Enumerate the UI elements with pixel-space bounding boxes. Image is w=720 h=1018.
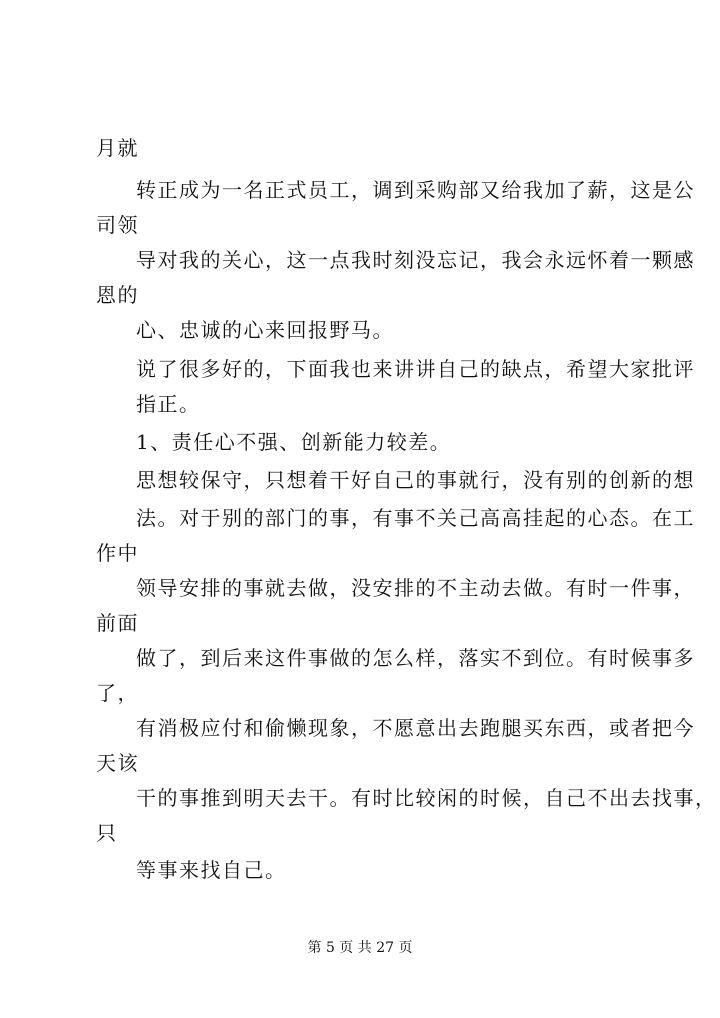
text-line: 领导安排的事就去做，没安排的不主动去做。有时一件事， [136,576,695,600]
text-line: 指正。 [136,392,201,416]
text-line: 前面 [96,611,139,635]
text-line: 法。对于别的部门的事，有事不关己高高挂起的心态。在工 [136,506,695,530]
text-line: 只 [96,821,118,845]
text-line: 月就 [96,136,139,160]
page-number-footer: 第 5 页 共 27 页 [307,940,413,956]
text-line: 思想较保守，只想着干好自己的事就行，没有别的创新的想 [136,468,695,492]
text-line: 司领 [96,213,139,237]
text-line: 等事来找自己。 [136,858,287,882]
text-line: 有消极应付和偷懒现象，不愿意出去跑腿买东西，或者把今 [136,716,695,740]
text-line: 导对我的关心，这一点我时刻没忘记，我会永远怀着一颗感 [136,248,695,272]
text-line: 1、责任心不强、创新能力较差。 [136,430,452,454]
text-line: 干的事推到明天去干。有时比较闲的时候，自己不出去找事， [136,786,717,810]
text-line: 天该 [96,751,139,775]
text-line: 做了，到后来这件事做的怎么样，落实不到位。有时候事多 [136,646,695,670]
text-line: 心、忠诚的心来回报野马。 [136,318,394,342]
text-line: 作中 [96,541,139,565]
text-line: 恩的 [96,283,139,307]
text-line: 转正成为一名正式员工，调到采购部又给我加了薪，这是公 [136,178,695,202]
text-line: 说了很多好的，下面我也来讲讲自己的缺点，希望大家批评 [136,357,695,381]
text-line: 了， [96,681,139,705]
